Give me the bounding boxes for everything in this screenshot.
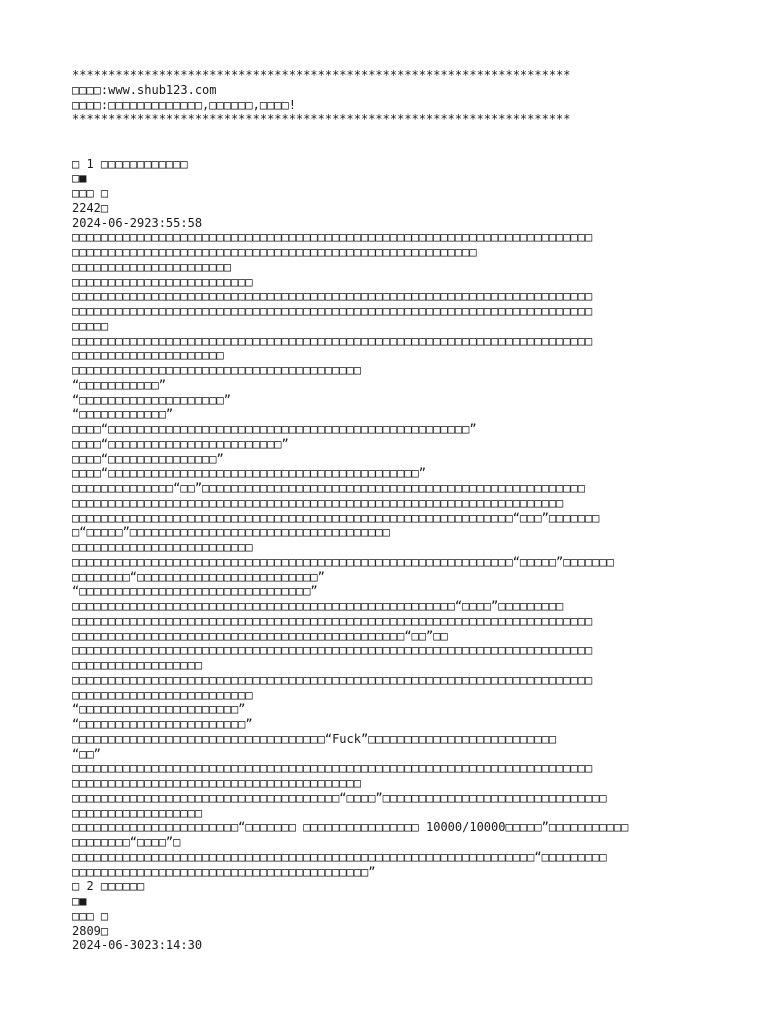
text-line: □□□□□□□□□□□□□□□□□□□□□□□□□□□□□□□□□□□□□□□□□□□□□□□□□□□□□□□□□□□□□□□□“□□□□□□□□□ xyxy=(72,849,607,864)
text-line: □□□□□□□□□□□□□□□□□□□□□□□□□ xyxy=(72,274,253,289)
text-line: □□□□□□□□“□□□□”□ xyxy=(72,835,181,849)
text-line xyxy=(72,142,702,157)
text-line: □□□□“□□□□□□□□□□□□□□□□□□□□□□□□□□□□□□□□□□□□□□□□□□□” xyxy=(72,466,427,481)
text-line: □“□□□□□”□□□□□□□□□□□□□□□□□□□□□□□□□□□□□□□□□□□□ xyxy=(72,525,390,540)
text-line: □□□□□□□□□□□□□□□□□□□□□□□□□□□□□□□□□□□□□□□□□□□□□□□□□□□□□□□□ xyxy=(72,245,477,259)
text-line: □□□□□□□□□□□□□□□□□□ xyxy=(72,805,203,820)
text-line: □□□□□□□□□□□□□□□□□□□□□□□□□□□□□□□□□□□□□□□□□□□□□□□□□□□□□□□□□□□□□□□□□□□□□□□□ xyxy=(72,613,593,628)
text-line: “□□” xyxy=(72,746,101,761)
text-line: □□□ □ xyxy=(72,186,109,200)
text-line: □□□□□□□□□□□□□□□□□□□□□□□□□□□□□□□□□□□□□□□□□□□□□□□□□□□□□“□□□□”□□□□□□□□□ xyxy=(72,599,564,613)
text-line: □□□□□□□□□□□□□□□□□□□□□□□□□□□□□□□□□□□□□□□□□□□□□□□□□□□□□□□□□□□□□□□□□□□□□□□□ xyxy=(72,643,593,658)
text-line: □□□□□□□□□□□□□□□□□□ xyxy=(72,658,203,672)
text-line: □□□□□□□□□□□□□□□□□□□□□□□“□□□□□□□ □□□□□□□□□□□□□□□□ 10000/10000□□□□□”□□□□□□□□□□□ xyxy=(72,820,629,835)
text-line: □□□□□ xyxy=(72,318,109,333)
text-line: □□□□□□□□□□□□□□□□□□□□□□□□□□□□□□□□□□□□□□□□□□□□□□□□□□□□□□□□□□□□□□□□□□□□□□□□ xyxy=(72,230,593,245)
text-line: □□□□“□□□□□□□□□□□□□□□” xyxy=(72,451,224,466)
text-line: □□□□□□□□□□□□□□□□□□□□□□□□□□□□□□□□□□□□□“□□□□”□□□□□□□□□□□□□□□□□□□□□□□□□□□□□□□ xyxy=(72,790,607,805)
text-line: □□□□□□□□□□□□□□□□□□□□□□□□□ xyxy=(72,687,253,702)
text-line: 2242□ xyxy=(72,200,109,215)
text-line: ********************************************************************* xyxy=(72,68,571,82)
text-line: □□□□□□□□□□□□□□□□□□□□□□□□□□□□□□□□□□□□□□□□□□□□□□□□□□□□□□□□□□□□□□□□□□□□□□□□ xyxy=(72,333,593,348)
text-line: □□□□□□□□□□□□□□□□□□□□□□□□□□□□□□□□□□□□□□□□□□□□□□□□□□□□□□□□□□□□□□□□□□□□□□□□ xyxy=(72,304,593,318)
text-line: 2809□ xyxy=(72,923,109,938)
text-line: □□□□□□□□□□□□□□□□□□□□□□□□□□□□□□□□□□□□□□□□□□□□□□□□□□□□□□□□□□□□□“□□□□□”□□□□□□□ xyxy=(72,554,614,569)
text-line: □□□□:□□□□□□□□□□□□□,□□□□□□,□□□□! xyxy=(72,97,296,112)
text-line: □□□□□□□□□□□□□□□□□□□□□□□□□□□□□□□□□□□□□□□□□□□□□□□□□□□□□□□□□□□□□“□□□”□□□□□□□ xyxy=(72,510,600,525)
text-line: ********************************************************************* xyxy=(72,112,571,127)
text-line: □□□ □ xyxy=(72,908,109,923)
text-line: “□□□□□□□□□□□” xyxy=(72,377,166,392)
text-line: □□□□:www.shub123.com xyxy=(72,82,217,97)
text-line: “□□□□□□□□□□□□□□□□□□□□” xyxy=(72,392,231,407)
text-line: □■ xyxy=(72,894,87,908)
text-line: □□□□□□□□□□□□□□□□□□□□□□□□□ xyxy=(72,540,253,554)
text-line: □ 2 □□□□□□ xyxy=(72,879,145,894)
text-line: “□□□□□□□□□□□□□□□□□□□□□□” xyxy=(72,702,246,717)
text-line xyxy=(72,127,702,142)
text-line: □□□□□□□□□□□□□□□□□□□□□□□□□□□□□□□□□□□□□□□□□□□□□□□□□□□□□□□□□□□□□□□□□□□□□□□□ xyxy=(72,289,593,304)
text-line: □□□□□□□□□□□□□□□□□□□□□□□□□□□□□□□□□□□□□□□□□” xyxy=(72,864,376,879)
text-line: □□□□□□□□□□□□□□□□□□□□□□□□□□□□□□□□□□□□□□□□□□□□□□“□□”□□ xyxy=(72,628,448,643)
text-line: □□□□□□□□□□□□□□□□□□□□□□□□□□□□□□□□□□□□□□□□□□□□□□□□□□□□□□□□□□□□□□□□□□□□□□□□ xyxy=(72,761,593,776)
text-line: □□□□□□□□□□□□□□□□□□□□□ xyxy=(72,348,224,363)
text-line: □■ xyxy=(72,171,87,186)
text-line: □□□□□□□□“□□□□□□□□□□□□□□□□□□□□□□□□□” xyxy=(72,569,325,584)
text-line: “□□□□□□□□□□□□□□□□□□□□□□□□□□□□□□□□” xyxy=(72,584,318,599)
text-line: □ 1 □□□□□□□□□□□□ xyxy=(72,156,188,171)
text-line: □□□□“□□□□□□□□□□□□□□□□□□□□□□□□” xyxy=(72,436,289,451)
text-line: □□□□□□□□□□□□□□□□□□□□□□□□□□□□□□□□□□□□□□□□□□□□□□□□□□□□□□□□□□□□□□□□□□□□ xyxy=(72,495,564,510)
text-line: □□□□“□□□□□□□□□□□□□□□□□□□□□□□□□□□□□□□□□□□□□□□□□□□□□□□□□□” xyxy=(72,422,477,436)
text-line: □□□□□□□□□□□□□□□□□□□□□□□□□□□□□□□□□□□□□□□□ xyxy=(72,363,361,377)
text-line: 2024-06-2923:55:58 xyxy=(72,215,203,230)
text-line: □□□□□□□□□□□□□□□□□□□□□□□□□□□□□□□□□□□□□□□□□□□□□□□□□□□□□□□□□□□□□□□□□□□□□□□□ xyxy=(72,672,593,687)
text-line: □□□□□□□□□□□□□□□□□□□□□□□□□□□□□□□□□□□□□□□□ xyxy=(72,776,361,790)
text-line: □□□□□□□□□□□□□□□□□□□□□□ xyxy=(72,259,231,274)
text-line: □□□□□□□□□□□□□□□□□□□□□□□□□□□□□□□□□□□“Fuck”□□□□□□□□□□□□□□□□□□□□□□□□□□ xyxy=(72,731,557,746)
text-line: □□□□□□□□□□□□□□“□□”□□□□□□□□□□□□□□□□□□□□□□□□□□□□□□□□□□□□□□□□□□□□□□□□□□□□□ xyxy=(72,481,585,495)
text-line: “□□□□□□□□□□□□” xyxy=(72,407,174,422)
text-line: “□□□□□□□□□□□□□□□□□□□□□□□” xyxy=(72,717,253,731)
document-body xyxy=(72,68,702,953)
text-line: 2024-06-3023:14:30 xyxy=(72,938,203,953)
